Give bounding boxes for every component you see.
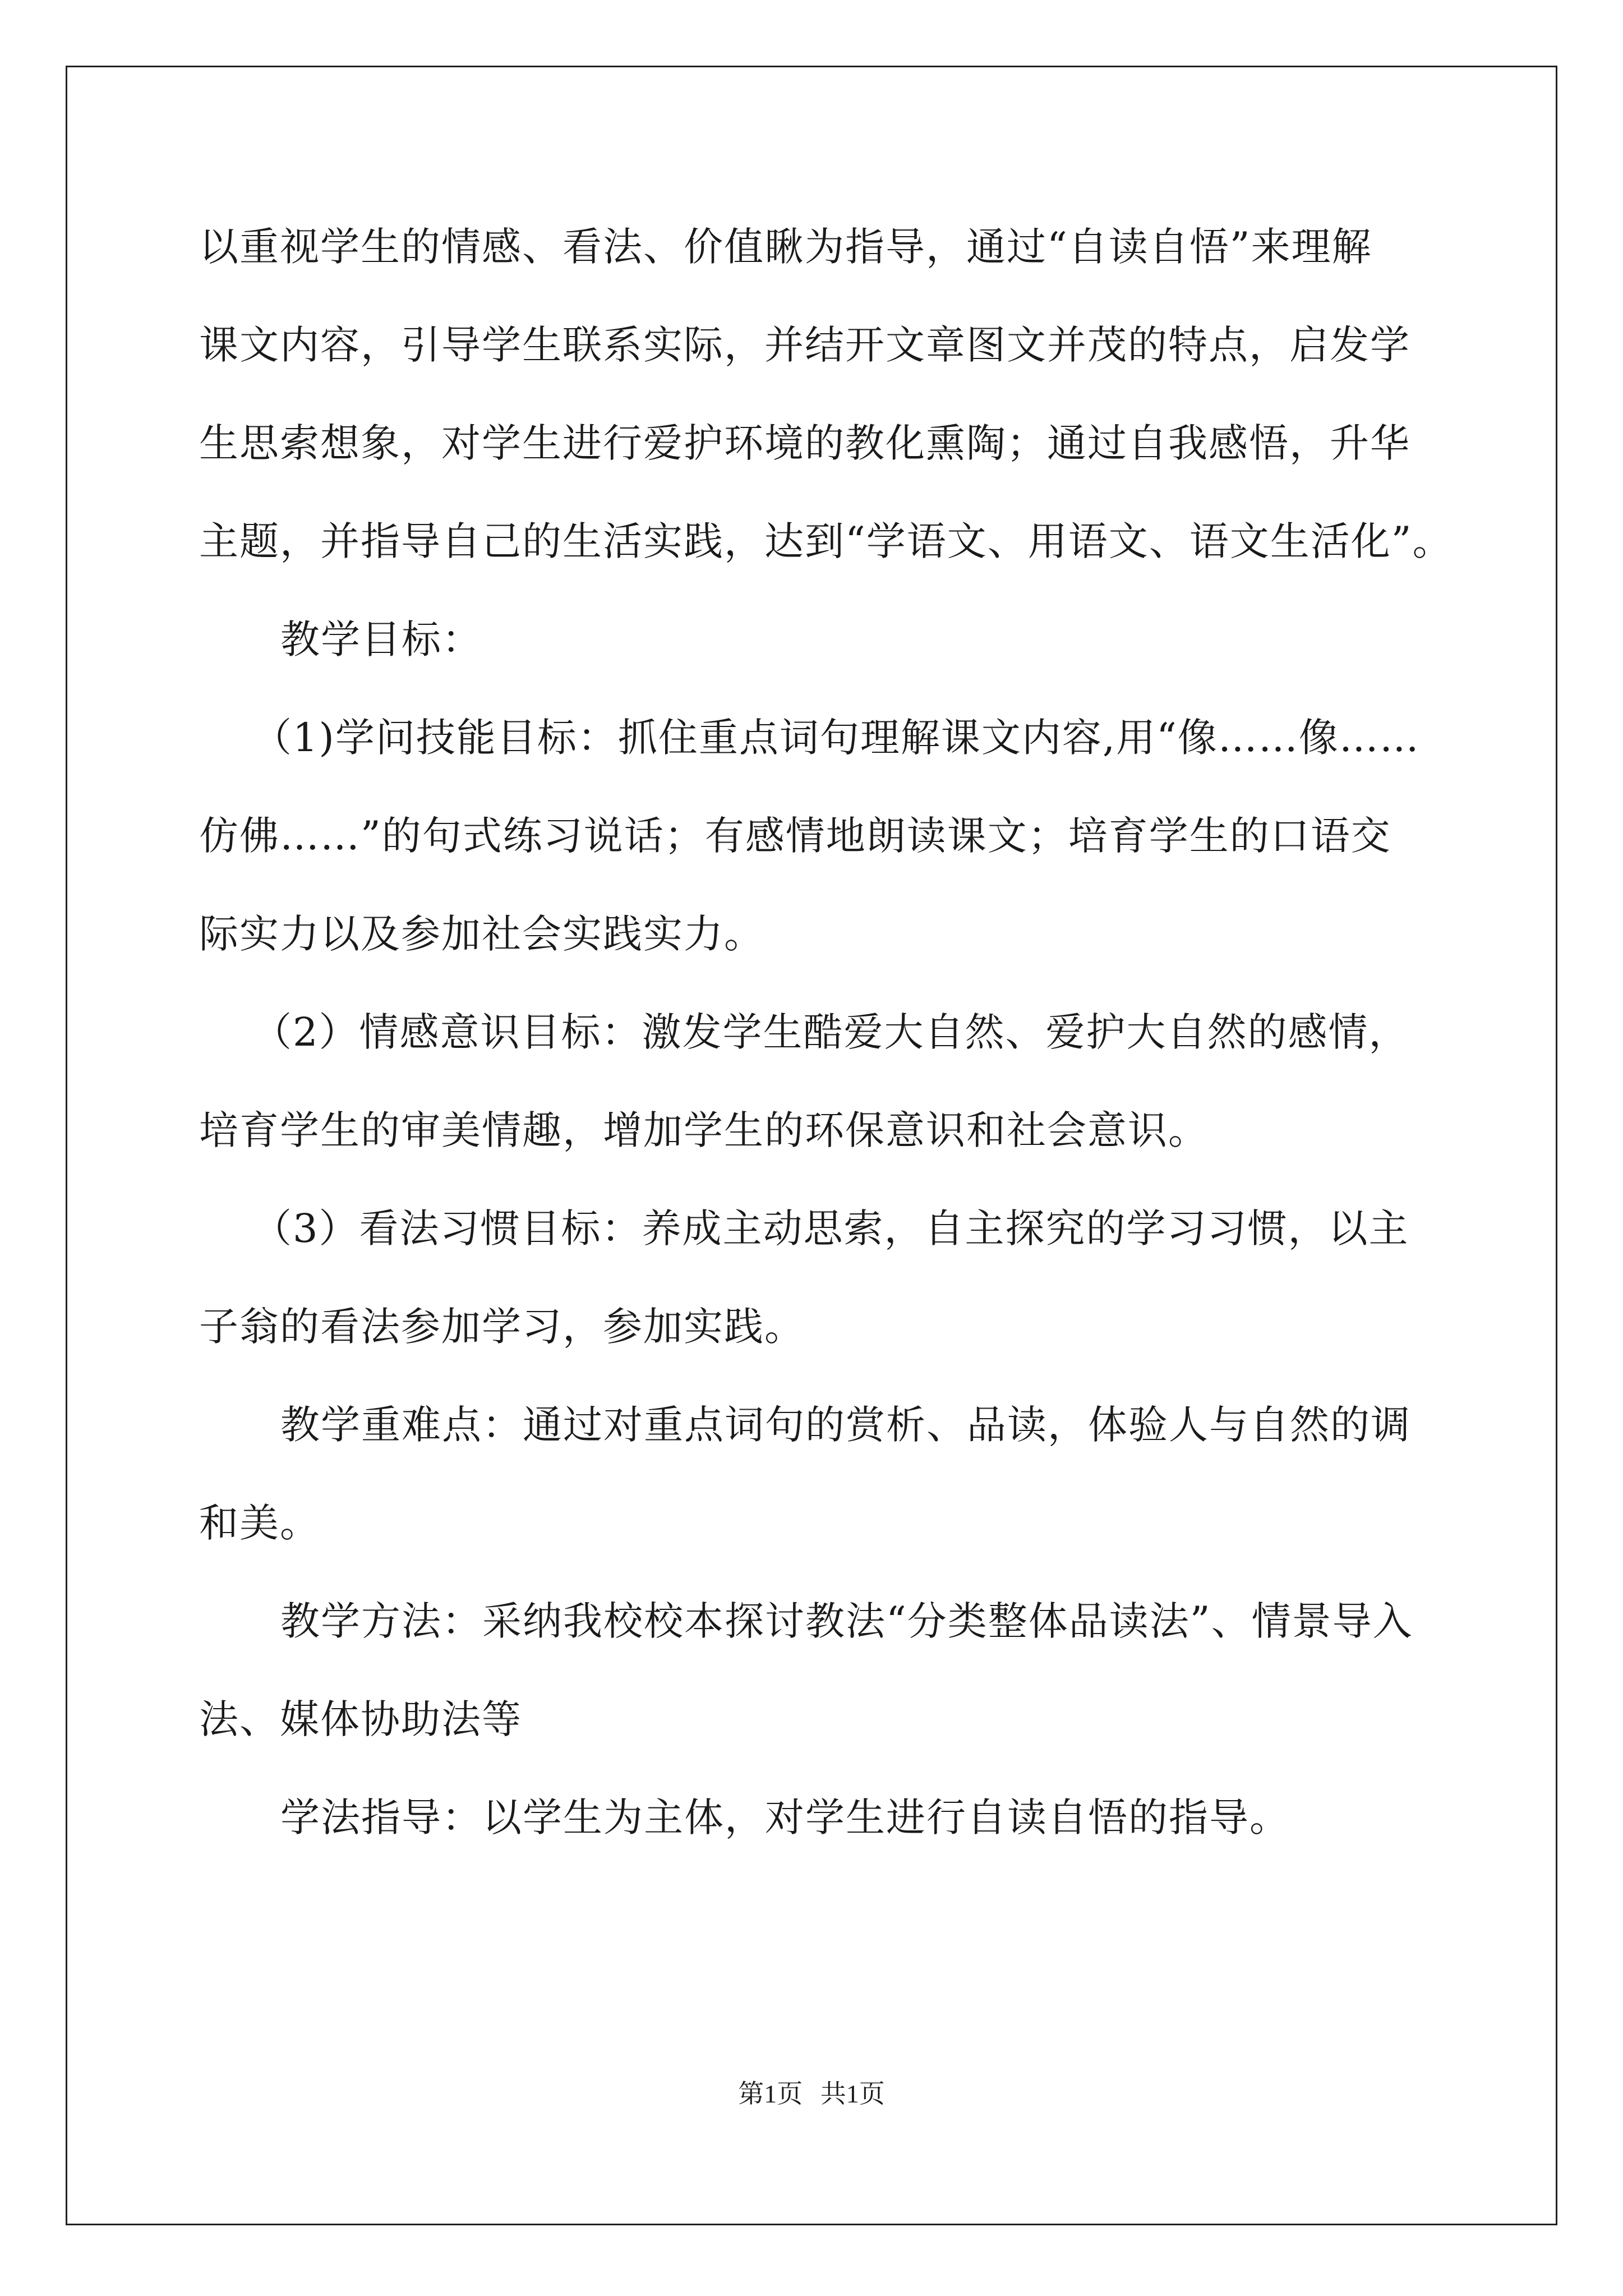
paragraph-line: 际实力以及参加社会实践实力。 <box>199 911 764 957</box>
paragraph-line: （1)学问技能目标：抓住重点词句理解课文内容,用“像……像…… <box>252 715 1420 761</box>
paragraph-line: 生思索想象，对学生进行爱护环境的教化熏陶；通过自我感悟，升华 <box>199 420 1410 466</box>
paragraph-line: （2）情感意识目标：激发学生酷爱大自然、爱护大自然的感情， <box>252 1009 1409 1055</box>
paragraph-line: 教学方法：采纳我校校本探讨教法“分类整体品读法”、情景导入 <box>280 1598 1413 1644</box>
page-total: 共1页 <box>820 2079 885 2108</box>
paragraph-line: 学法指导：以学生为主体，对学生进行自读自悟的指导。 <box>280 1795 1290 1841</box>
paragraph-line: 课文内容，引导学生联系实际，并结开文章图文并茂的特点，启发学 <box>199 322 1410 368</box>
page-number: 第1页 <box>738 2079 803 2108</box>
section-heading: 教学目标： <box>280 616 482 662</box>
paragraph-line: 子翁的看法参加学习，参加实践。 <box>199 1304 805 1350</box>
paragraph-line: 仿佛……”的句式练习说话；有感情地朗读课文；培育学生的口语交 <box>199 813 1391 859</box>
page-footer <box>0 2078 1623 2110</box>
paragraph-line: 教学重难点：通过对重点词句的赏析、品读，体验人与自然的调 <box>280 1402 1411 1448</box>
paragraph-line: 以重视学生的情感、看法、价值瞅为指导，通过“自读自悟”来理解 <box>199 224 1372 270</box>
paragraph-line: 法、媒体协助法等 <box>199 1696 522 1742</box>
paragraph-line: 和美。 <box>199 1500 320 1546</box>
paragraph-line: 培育学生的审美情趣，增加学生的环保意识和社会意识。 <box>199 1107 1209 1153</box>
paragraph-line: 主题，并指导自己的生活实践，达到“学语文、用语文、语文生活化”。 <box>199 518 1453 564</box>
paragraph-line: （3）看法习惯目标：养成主动思索，自主探究的学习习惯，以主 <box>252 1205 1409 1251</box>
